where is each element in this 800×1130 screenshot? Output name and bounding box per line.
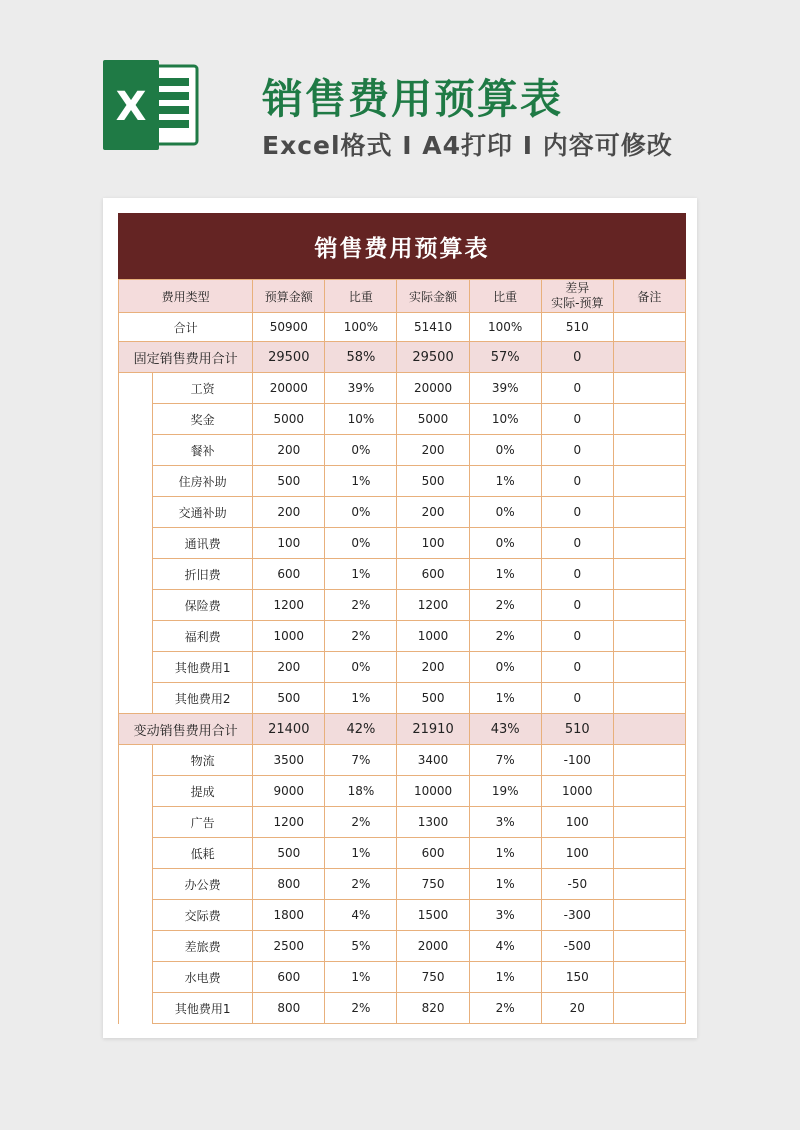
item-note [613, 621, 685, 652]
item-budget-pct: 2% [325, 869, 397, 900]
indent-cell [119, 404, 153, 435]
item-diff: 20 [541, 993, 613, 1024]
indent-cell [119, 373, 153, 404]
indent-cell [119, 776, 153, 807]
table-row [119, 373, 686, 404]
total-actual: 51410 [397, 313, 469, 342]
item-actual: 10000 [397, 776, 469, 807]
item-note [613, 931, 685, 962]
item-name: 差旅费 [153, 931, 253, 962]
table-row [119, 962, 686, 993]
item-actual: 820 [397, 993, 469, 1024]
item-note [613, 559, 685, 590]
item-actual-pct: 0% [469, 435, 541, 466]
item-name: 低耗 [153, 838, 253, 869]
item-budget-pct: 0% [325, 435, 397, 466]
table-row [119, 621, 686, 652]
item-diff: 0 [541, 528, 613, 559]
item-actual: 200 [397, 497, 469, 528]
item-budget: 200 [253, 652, 325, 683]
group-actual: 21910 [397, 714, 469, 745]
item-actual-pct: 0% [469, 652, 541, 683]
item-budget: 1200 [253, 807, 325, 838]
item-note [613, 993, 685, 1024]
item-actual-pct: 4% [469, 931, 541, 962]
item-actual: 500 [397, 683, 469, 714]
item-budget: 5000 [253, 404, 325, 435]
indent-cell [119, 900, 153, 931]
item-budget-pct: 2% [325, 621, 397, 652]
item-note [613, 869, 685, 900]
item-actual: 750 [397, 869, 469, 900]
item-name: 提成 [153, 776, 253, 807]
banner-subtitle: Excel格式 I A4打印 I 内容可修改 [262, 131, 673, 160]
item-actual: 600 [397, 838, 469, 869]
indent-cell [119, 528, 153, 559]
item-budget: 500 [253, 683, 325, 714]
group-budget: 29500 [253, 342, 325, 373]
item-actual-pct: 3% [469, 807, 541, 838]
table-row [119, 559, 686, 590]
banner [0, 0, 800, 200]
item-budget-pct: 1% [325, 559, 397, 590]
item-actual: 750 [397, 962, 469, 993]
indent-cell [119, 466, 153, 497]
item-budget-pct: 5% [325, 931, 397, 962]
table-row [119, 807, 686, 838]
excel-icon [103, 60, 201, 150]
item-actual-pct: 1% [469, 466, 541, 497]
table-row [119, 652, 686, 683]
item-actual-pct: 39% [469, 373, 541, 404]
item-budget-pct: 2% [325, 993, 397, 1024]
item-name: 福利费 [153, 621, 253, 652]
total-label: 合计 [119, 313, 253, 342]
item-diff: 0 [541, 683, 613, 714]
item-diff: -100 [541, 745, 613, 776]
group-actual-pct: 43% [469, 714, 541, 745]
indent-cell [119, 683, 153, 714]
header-diff-line2: 实际-预算 [551, 296, 604, 310]
table-row [119, 590, 686, 621]
indent-cell [119, 621, 153, 652]
table-row [119, 900, 686, 931]
item-name: 工资 [153, 373, 253, 404]
table-row [119, 993, 686, 1024]
total-note [613, 313, 685, 342]
total-budget-pct: 100% [325, 313, 397, 342]
item-actual-pct: 10% [469, 404, 541, 435]
indent-cell [119, 931, 153, 962]
item-budget-pct: 39% [325, 373, 397, 404]
header-cell-budget: 预算金额 [253, 280, 325, 313]
item-actual: 100 [397, 528, 469, 559]
spreadsheet-preview [103, 198, 697, 1038]
indent-cell [119, 745, 153, 776]
item-actual: 20000 [397, 373, 469, 404]
item-note [613, 373, 685, 404]
item-budget-pct: 18% [325, 776, 397, 807]
table-row [119, 528, 686, 559]
item-note [613, 962, 685, 993]
item-actual-pct: 1% [469, 838, 541, 869]
indent-cell [119, 807, 153, 838]
item-actual: 2000 [397, 931, 469, 962]
item-budget-pct: 10% [325, 404, 397, 435]
table-row [119, 466, 686, 497]
item-actual-pct: 0% [469, 528, 541, 559]
item-diff: 100 [541, 807, 613, 838]
indent-cell [119, 559, 153, 590]
item-diff: 0 [541, 404, 613, 435]
indent-cell [119, 838, 153, 869]
item-actual: 1500 [397, 900, 469, 931]
item-budget: 3500 [253, 745, 325, 776]
table-row [119, 745, 686, 776]
item-actual-pct: 2% [469, 621, 541, 652]
item-budget: 100 [253, 528, 325, 559]
group-note [613, 342, 685, 373]
item-actual-pct: 1% [469, 869, 541, 900]
item-name: 其他费用1 [153, 652, 253, 683]
group-row [119, 342, 686, 373]
item-budget: 500 [253, 466, 325, 497]
item-diff: -300 [541, 900, 613, 931]
item-budget-pct: 7% [325, 745, 397, 776]
group-budget-pct: 42% [325, 714, 397, 745]
indent-cell [119, 652, 153, 683]
item-diff: 0 [541, 497, 613, 528]
total-diff: 510 [541, 313, 613, 342]
item-note [613, 838, 685, 869]
item-diff: 0 [541, 466, 613, 497]
table-row [119, 683, 686, 714]
item-actual: 1200 [397, 590, 469, 621]
item-actual-pct: 3% [469, 900, 541, 931]
item-note [613, 528, 685, 559]
item-budget: 200 [253, 435, 325, 466]
item-budget: 2500 [253, 931, 325, 962]
item-name: 折旧费 [153, 559, 253, 590]
item-actual-pct: 0% [469, 497, 541, 528]
item-budget-pct: 1% [325, 466, 397, 497]
item-actual-pct: 2% [469, 590, 541, 621]
item-note [613, 435, 685, 466]
item-budget-pct: 0% [325, 497, 397, 528]
item-note [613, 745, 685, 776]
item-actual-pct: 1% [469, 683, 541, 714]
item-diff: 150 [541, 962, 613, 993]
indent-cell [119, 962, 153, 993]
item-actual: 200 [397, 435, 469, 466]
budget-table [118, 279, 686, 1024]
indent-cell [119, 590, 153, 621]
group-actual-pct: 57% [469, 342, 541, 373]
item-budget: 600 [253, 962, 325, 993]
item-actual: 1300 [397, 807, 469, 838]
item-actual: 200 [397, 652, 469, 683]
item-name: 交际费 [153, 900, 253, 931]
group-note [613, 714, 685, 745]
item-budget-pct: 2% [325, 807, 397, 838]
item-name: 餐补 [153, 435, 253, 466]
group-row [119, 714, 686, 745]
item-budget-pct: 2% [325, 590, 397, 621]
item-actual-pct: 1% [469, 962, 541, 993]
group-label: 固定销售费用合计 [119, 342, 253, 373]
total-budget: 50900 [253, 313, 325, 342]
item-budget-pct: 4% [325, 900, 397, 931]
item-note [613, 466, 685, 497]
item-budget-pct: 0% [325, 528, 397, 559]
item-budget: 800 [253, 993, 325, 1024]
item-actual: 600 [397, 559, 469, 590]
indent-cell [119, 993, 153, 1024]
item-diff: 0 [541, 373, 613, 404]
header-cell-diff [541, 280, 613, 313]
table-row [119, 869, 686, 900]
group-diff: 510 [541, 714, 613, 745]
sheet [118, 213, 686, 1024]
group-diff: 0 [541, 342, 613, 373]
item-actual-pct: 1% [469, 559, 541, 590]
group-budget-pct: 58% [325, 342, 397, 373]
table-row [119, 404, 686, 435]
item-name: 保险费 [153, 590, 253, 621]
item-note [613, 590, 685, 621]
total-row [119, 313, 686, 342]
banner-title: 销售费用预算表 [262, 75, 563, 123]
indent-cell [119, 435, 153, 466]
header-cell-actual: 实际金额 [397, 280, 469, 313]
item-diff: 0 [541, 652, 613, 683]
group-label: 变动销售费用合计 [119, 714, 253, 745]
item-note [613, 776, 685, 807]
table-row [119, 838, 686, 869]
item-budget-pct: 1% [325, 838, 397, 869]
item-budget: 600 [253, 559, 325, 590]
item-diff: -50 [541, 869, 613, 900]
total-actual-pct: 100% [469, 313, 541, 342]
item-note [613, 807, 685, 838]
item-name: 水电费 [153, 962, 253, 993]
item-budget: 9000 [253, 776, 325, 807]
item-diff: 1000 [541, 776, 613, 807]
indent-cell [119, 869, 153, 900]
indent-cell [119, 497, 153, 528]
item-budget: 500 [253, 838, 325, 869]
header-cell-actual-pct: 比重 [469, 280, 541, 313]
item-budget-pct: 0% [325, 652, 397, 683]
item-name: 广告 [153, 807, 253, 838]
item-note [613, 683, 685, 714]
item-diff: 0 [541, 559, 613, 590]
item-diff: 100 [541, 838, 613, 869]
item-diff: 0 [541, 621, 613, 652]
item-note [613, 404, 685, 435]
item-name: 交通补助 [153, 497, 253, 528]
item-budget: 800 [253, 869, 325, 900]
header-cell-type: 费用类型 [119, 280, 253, 313]
item-note [613, 900, 685, 931]
excel-logo-letter: X [115, 84, 147, 130]
item-actual: 500 [397, 466, 469, 497]
item-budget: 20000 [253, 373, 325, 404]
table-row [119, 435, 686, 466]
item-name: 通讯费 [153, 528, 253, 559]
header-cell-budget-pct: 比重 [325, 280, 397, 313]
item-diff: -500 [541, 931, 613, 962]
table-row [119, 497, 686, 528]
table-row [119, 776, 686, 807]
item-name: 奖金 [153, 404, 253, 435]
item-note [613, 497, 685, 528]
item-name: 办公费 [153, 869, 253, 900]
item-diff: 0 [541, 590, 613, 621]
group-budget: 21400 [253, 714, 325, 745]
item-name: 其他费用1 [153, 993, 253, 1024]
item-actual-pct: 7% [469, 745, 541, 776]
item-actual-pct: 19% [469, 776, 541, 807]
item-budget: 200 [253, 497, 325, 528]
table-row [119, 931, 686, 962]
sheet-title: 销售费用预算表 [118, 213, 686, 279]
item-name: 住房补助 [153, 466, 253, 497]
header-row [119, 280, 686, 313]
item-diff: 0 [541, 435, 613, 466]
group-actual: 29500 [397, 342, 469, 373]
item-budget: 1000 [253, 621, 325, 652]
item-note [613, 652, 685, 683]
item-actual: 1000 [397, 621, 469, 652]
header-cell-note: 备注 [613, 280, 685, 313]
item-budget-pct: 1% [325, 962, 397, 993]
item-budget-pct: 1% [325, 683, 397, 714]
item-budget: 1800 [253, 900, 325, 931]
item-actual: 5000 [397, 404, 469, 435]
item-budget: 1200 [253, 590, 325, 621]
item-actual-pct: 2% [469, 993, 541, 1024]
header-diff-line1: 差异 [565, 281, 590, 295]
item-name: 物流 [153, 745, 253, 776]
item-actual: 3400 [397, 745, 469, 776]
item-name: 其他费用2 [153, 683, 253, 714]
